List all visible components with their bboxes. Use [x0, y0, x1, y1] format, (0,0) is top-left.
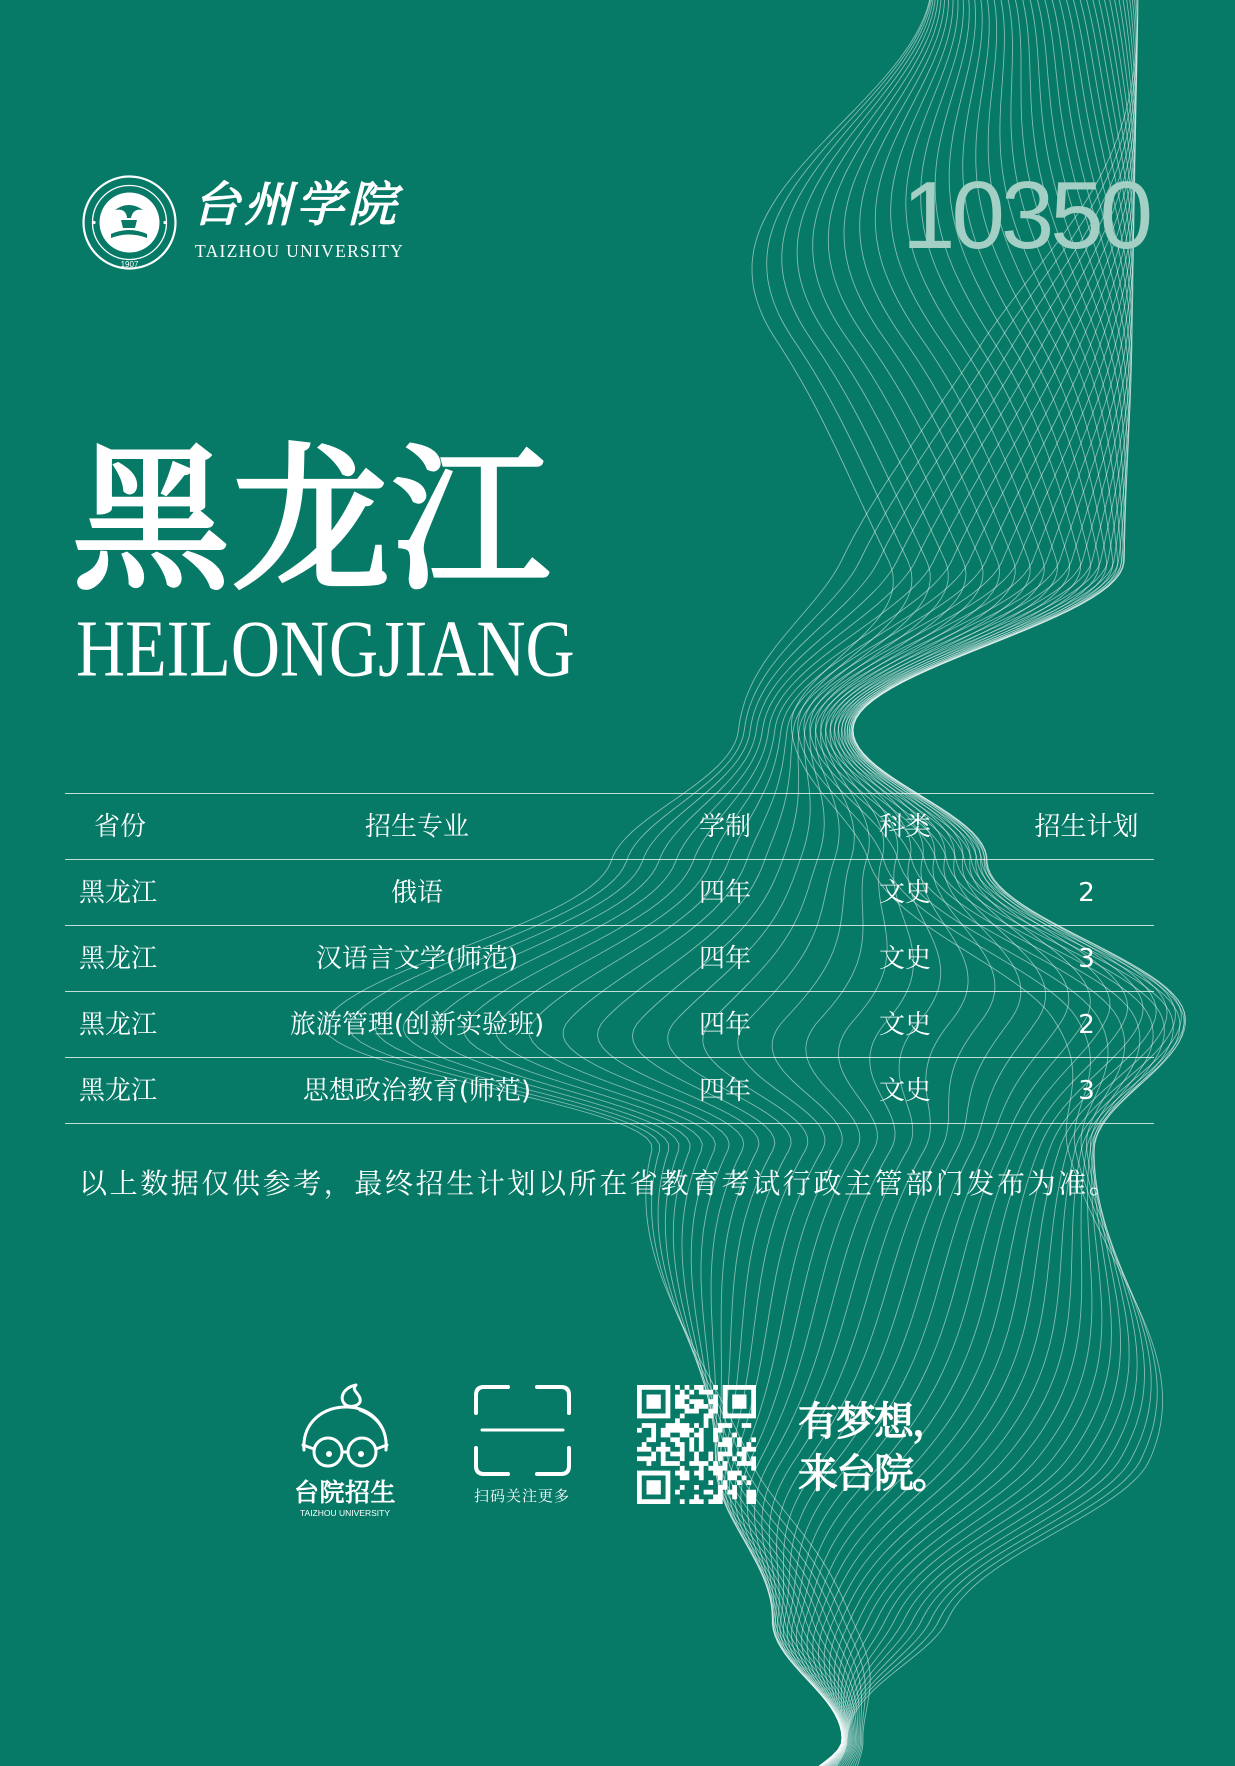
enrollment-table: [65, 793, 1154, 1124]
header-major: 招生专业: [364, 811, 469, 842]
table-row: [65, 926, 1154, 992]
scan-corner: [537, 1448, 569, 1474]
university-seal-icon: [81, 174, 178, 271]
table-header-row: [65, 794, 1154, 860]
scan-corner: [476, 1387, 508, 1413]
province-title-cn: 黑龙江: [72, 428, 552, 613]
scan-corner: [476, 1448, 508, 1474]
cell-plan: 2: [1078, 877, 1095, 908]
cell-duration: 四年: [698, 877, 751, 908]
cell-plan: 3: [1078, 1075, 1095, 1106]
qr-code-icon: [637, 1385, 756, 1504]
mascot-sublabel: TAIZHOU UNIVERSITY: [299, 1508, 391, 1518]
cell-major: 思想政治教育(师范): [302, 1075, 532, 1106]
seal-year: 1907: [120, 260, 139, 269]
cell-major: 汉语言文学(师范): [315, 943, 519, 974]
slogan: [798, 1396, 950, 1500]
cell-category: 文史: [878, 943, 931, 974]
cell-major: 俄语: [390, 877, 443, 908]
table-row: [65, 992, 1154, 1058]
scan-label: 扫码关注更多: [473, 1487, 570, 1505]
table-row: [65, 1058, 1154, 1124]
cell-major: 旅游管理(创新实验班): [289, 1009, 545, 1040]
institution-code: 10350: [902, 162, 1149, 269]
header-plan: 招生计划: [1034, 811, 1139, 842]
province-title-en: HEILONGJIANG: [76, 603, 575, 693]
cell-province: 黑龙江: [79, 1009, 158, 1040]
slogan-line-2: 来台院。: [798, 1451, 950, 1497]
cell-category: 文史: [878, 1075, 931, 1106]
slogan-line-1: 有梦想，: [798, 1399, 950, 1445]
scan-frame-icon: [472, 1383, 573, 1478]
cell-duration: 四年: [698, 943, 751, 974]
cell-duration: 四年: [698, 1009, 751, 1040]
header-duration: 学制: [698, 811, 751, 842]
cell-plan: 2: [1078, 1009, 1095, 1040]
brand-name-en: TAIZHOU UNIVERSITY: [195, 241, 405, 261]
mascot-icon: [288, 1376, 402, 1480]
cell-province: 黑龙江: [79, 877, 158, 908]
cell-plan: 3: [1078, 943, 1095, 974]
cell-duration: 四年: [698, 1075, 751, 1106]
disclaimer-note: 以上数据仅供参考，最终招生计划以所在省教育考试行政主管部门发布为准。: [79, 1167, 1120, 1200]
cell-province: 黑龙江: [79, 1075, 158, 1106]
scan-corner: [537, 1387, 569, 1413]
header-province: 省份: [93, 811, 146, 842]
mascot-label: 台院招生: [293, 1478, 396, 1507]
cell-category: 文史: [878, 1009, 931, 1040]
qr-modules: [637, 1385, 756, 1504]
table-row: [65, 860, 1154, 926]
cell-category: 文史: [878, 877, 931, 908]
brand-name-cn: 台州学院: [192, 177, 401, 233]
cell-province: 黑龙江: [79, 943, 158, 974]
header-category: 科类: [878, 811, 931, 842]
